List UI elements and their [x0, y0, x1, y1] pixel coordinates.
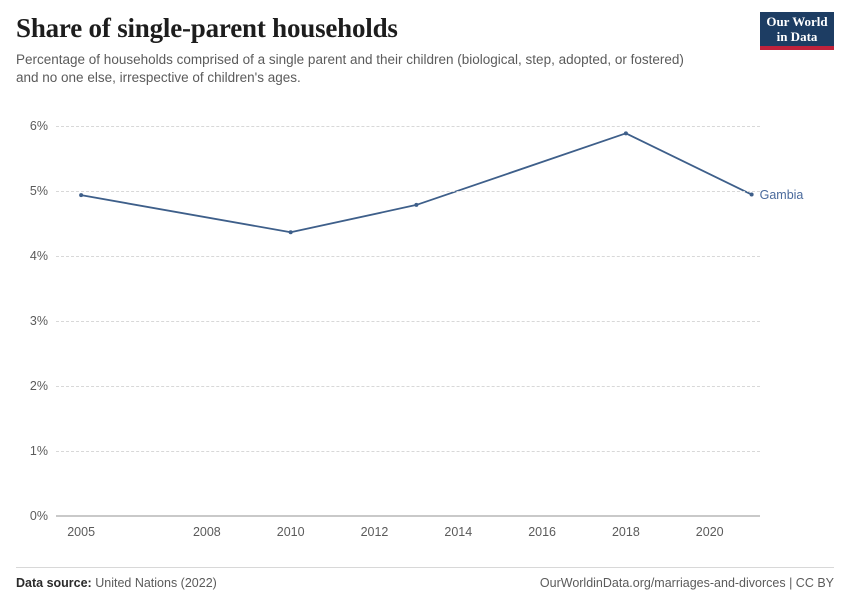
y-axis-tick-label: 1%	[29, 443, 48, 458]
page-title: Share of single-parent households	[16, 13, 398, 43]
chart-plot-area	[16, 98, 834, 548]
data-point-marker[interactable]	[289, 230, 293, 234]
data-point-marker[interactable]	[624, 131, 628, 135]
data-point-marker[interactable]	[750, 193, 754, 197]
data-source	[16, 576, 217, 590]
attribution-link[interactable]: OurWorldinData.org/marriages-and-divorces | CC BY	[539, 576, 834, 590]
plot-inner	[29, 106, 804, 539]
chart-footer	[16, 567, 834, 590]
logo-line-2: in Data	[776, 28, 818, 44]
chart-header	[16, 14, 834, 88]
x-axis-tick-label: 2012	[360, 525, 389, 539]
x-axis-tick-label: 2018	[611, 525, 640, 539]
y-axis-tick-label: 3%	[29, 313, 48, 328]
data-source-value: United Nations (2022)	[95, 576, 217, 590]
x-axis-tick-label: 2020	[695, 525, 724, 539]
y-axis-tick-label: 5%	[29, 183, 48, 198]
y-axis-tick-label: 0%	[29, 509, 48, 523]
data-point-marker[interactable]	[414, 203, 418, 207]
x-axis-tick-label: 2016	[528, 525, 556, 539]
line-series-gambia	[81, 133, 751, 232]
gridline	[56, 386, 760, 387]
gridline	[56, 321, 760, 322]
chart-subtitle: Percentage of households comprised of a single parent and their children (biological, step, adopted, or fostered) and no one else, irrespective of children's ages.	[16, 51, 684, 86]
series-label-gambia[interactable]: Gambia	[759, 187, 804, 202]
y-axis-tick-label: 6%	[29, 118, 48, 133]
y-axis-tick-label: 2%	[29, 378, 48, 393]
gridline	[56, 191, 760, 192]
gridline	[56, 516, 760, 517]
x-axis-tick-label: 2005	[67, 525, 96, 539]
x-axis-tick-label: 2014	[444, 525, 473, 539]
our-world-in-data-logo[interactable]	[760, 12, 834, 50]
logo-line-1: Our World	[766, 14, 828, 29]
y-axis-tick-label: 4%	[29, 248, 48, 263]
line-series-svg	[56, 106, 760, 516]
gridline	[56, 451, 760, 452]
x-axis-tick-label: 2010	[276, 525, 305, 539]
data-source-label: Data source:	[16, 576, 92, 590]
gridline	[56, 126, 760, 127]
gridline	[56, 256, 760, 257]
x-axis-tick-label: 2008	[192, 525, 221, 539]
data-point-marker[interactable]	[79, 193, 83, 197]
